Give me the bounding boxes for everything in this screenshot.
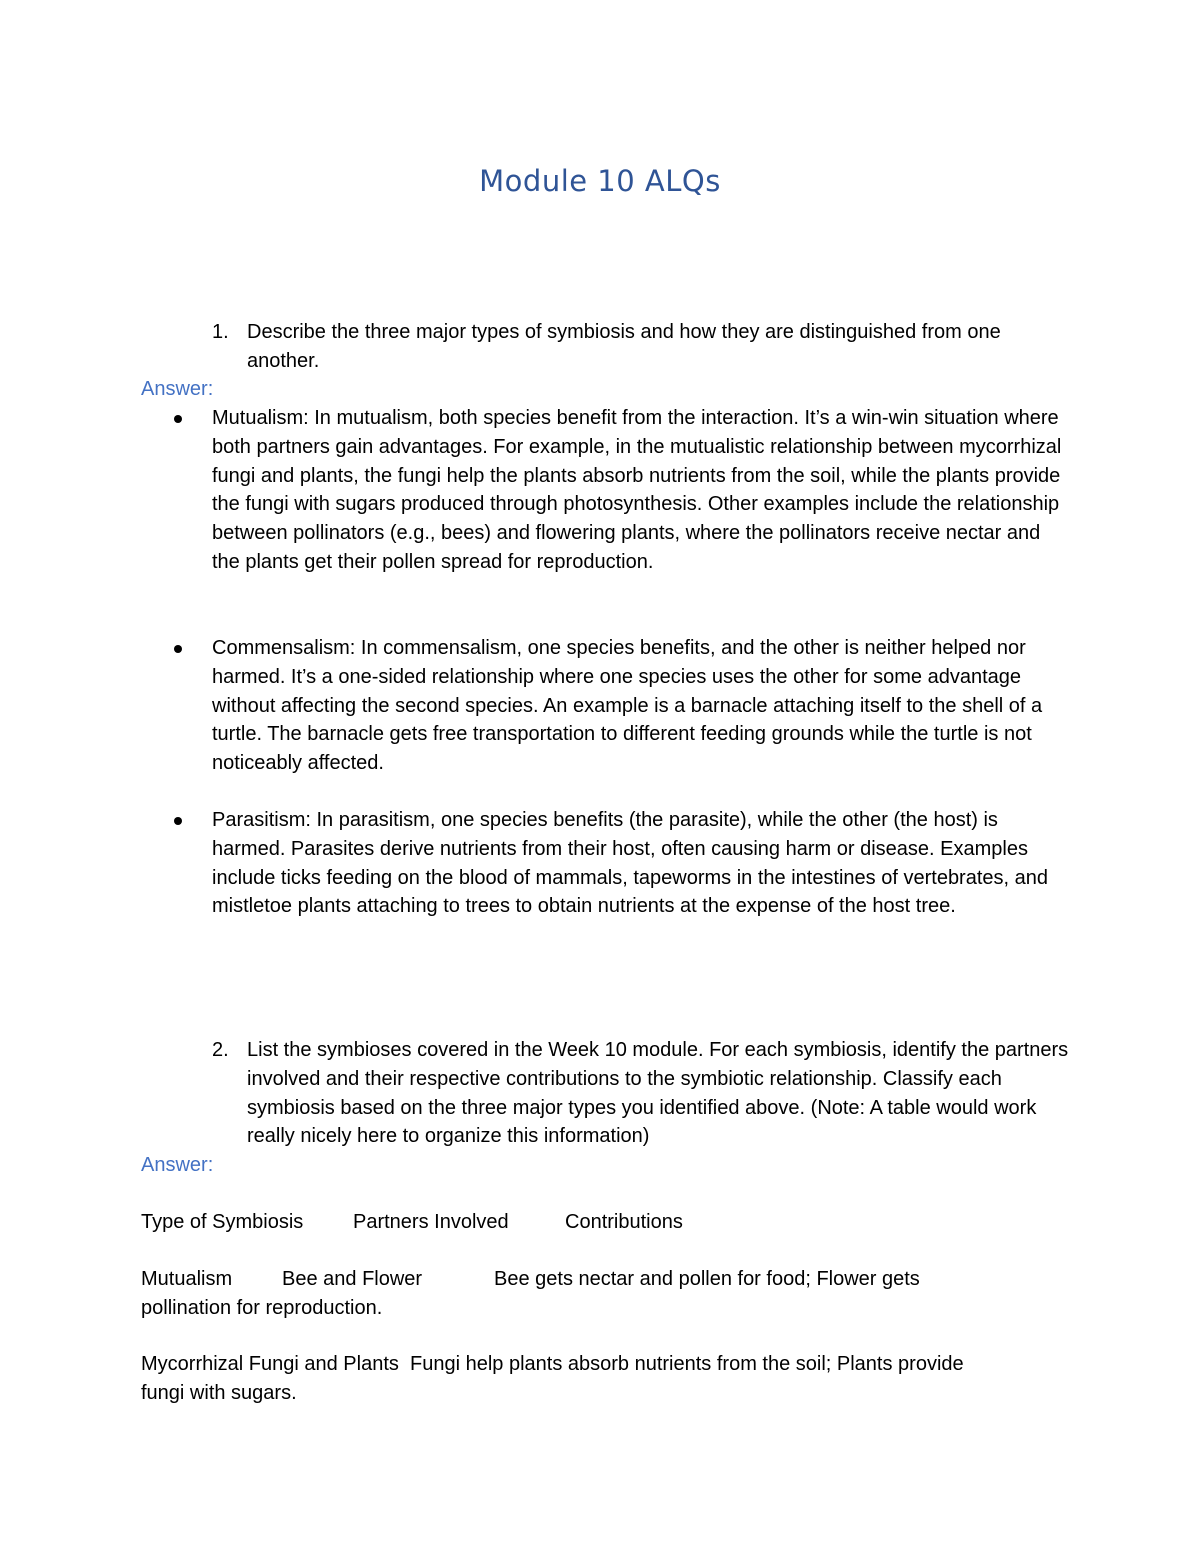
bullet-dot-icon [174, 645, 182, 653]
table-row-1-cont [141, 1294, 1041, 1323]
bullet-commensalism-text: Commensalism: In commensalism, one species benefits, and the other is neither helped nor harmed. It’s a one-sided relationship where one species uses the other for some advantage without affecting the second species. An example is a barnacle attaching itself to the shell of a turtle. The barnacle gets free transportation to different feeding grounds while the turtle is not noticeably affected. [212, 637, 1043, 775]
bullet-mutualism [212, 404, 1072, 577]
answer-label-2: Answer: [141, 1154, 214, 1176]
table-row-2-cont [141, 1379, 1041, 1408]
bullet-dot-icon [174, 415, 182, 423]
table-row-1 [141, 1265, 1041, 1294]
table-header-partners: Partners Involved [353, 1211, 509, 1233]
question-2-text: List the symbioses covered in the Week 10 module. For each symbiosis, identify the partners involved and their respective contributions to the symbiotic relationship. Classify each symbiosis based on the three major types you identified above. (Note: A table would work really nicely here to organize this information) [247, 1039, 1069, 1148]
table-row-2-text: Mycorrhizal Fungi and Plants Fungi help plants absorb nutrients from the soil; Plants provide [141, 1353, 964, 1375]
bullet-parasitism [212, 806, 1072, 921]
bullet-commensalism [212, 634, 1072, 778]
table-row-1-type: Mutualism [141, 1268, 233, 1290]
question-2-number: 2. [212, 1039, 229, 1061]
bullet-mutualism-text: Mutualism: In mutualism, both species benefit from the interaction. It’s a win-win situation where both partners gain advantages. For example, in the mutualistic relationship between mycorrhizal fungi and plants, the fungi help the plants absorb nutrients from the soil, while the plants provide the fungi with sugars produced through photosynthesis. Other examples include the relationship between pollinators (e.g., bees) and flowering plants, where the pollinators receive nectar and the plants get their pollen spread for reproduction. [212, 407, 1062, 573]
question-1-text: Describe the three major types of symbiosis and how they are distinguished from one another. [247, 321, 1001, 372]
answer-label-1: Answer: [141, 378, 214, 400]
table-row-2-text-cont: fungi with sugars. [141, 1382, 297, 1404]
bullet-parasitism-text: Parasitism: In parasitism, one species benefits (the parasite), while the other (the host) is harmed. Parasites derive nutrients from their host, often causing harm or disease. Examples include ticks feeding on the blood of mammals, tapeworms in the intestines of vertebrates, and mistletoe plants attaching to trees to obtain nutrients at the expense of the host tree. [212, 809, 1049, 918]
table-header-row [141, 1208, 1041, 1237]
table-header-contributions: Contributions [565, 1211, 683, 1233]
question-1 [212, 318, 1072, 376]
table-header-type: Type of Symbiosis [141, 1211, 304, 1233]
bullet-dot-icon [174, 817, 182, 825]
page-title: Module 10 ALQs [479, 164, 721, 198]
question-1-number: 1. [212, 321, 229, 343]
table-row-1-contributions-cont: pollination for reproduction. [141, 1297, 383, 1319]
table-row-1-partners: Bee and Flower [282, 1268, 423, 1290]
table-row-1-contributions: Bee gets nectar and pollen for food; Flower gets [494, 1268, 920, 1290]
table-row-2 [141, 1350, 1041, 1379]
question-2 [212, 1036, 1072, 1151]
